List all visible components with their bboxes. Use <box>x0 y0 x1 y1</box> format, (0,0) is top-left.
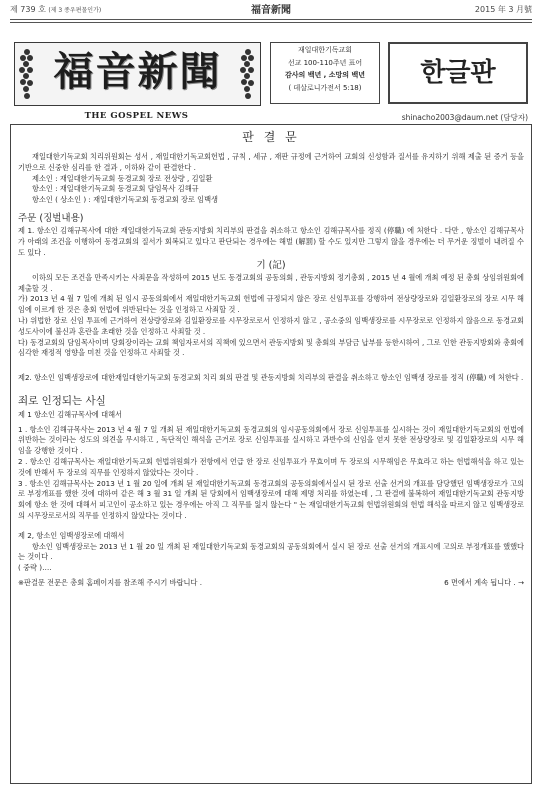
masthead-title: 福音新聞 <box>53 48 222 95</box>
issue-date: 2015 年 3 月號 <box>474 5 532 14</box>
contact-email: shinacho2003@daum.net (담당자) <box>401 113 528 122</box>
masthead-subtitle: THE GOSPEL NEWS <box>84 111 189 121</box>
masthead-logo <box>14 42 261 106</box>
top-rule <box>10 19 532 20</box>
party-line: 항소인 ( 상소인 ) : 재일대한기독교회 동경교회 장로 임백생 <box>32 195 219 205</box>
top-rule-double <box>10 22 532 23</box>
running-paper-name: 福音新聞 <box>251 5 291 16</box>
issue-number: 제 739 호 (제 3 종우편물인가) <box>10 5 102 14</box>
article-title: 판 결 문 <box>242 130 300 144</box>
anniversary-line: 선교 100-110주년 표어 <box>287 58 363 67</box>
grape-vine-icon <box>18 46 36 102</box>
fact1-item: 2 . 항소인 김해규목사는 재일대한기독교회 헌법위원회가 전항에서 언급 한 장로 신임투표가 무효이며 두 장로의 시무해임은 무효라고 하는 헌법해석을 하고 있는 것에 반해서 두 장로의 직무를 인정하지 않았다는 것이다 . <box>18 456 524 477</box>
article-body <box>18 128 524 590</box>
continued-link[interactable]: 6 면에서 계속 됩니다 . → <box>444 577 524 587</box>
footnote: ※판결문 전문은 총회 홈페이지를 참조해 주시기 바랍니다 . <box>18 577 202 587</box>
record-item: 가) 2013 년 4 월 7 일에 개최 된 임시 공동의회에서 재일대한기독교회 헌법에 규정되지 않은 장로 신임투표를 강행하여 전상량장로와 김일환장로의 장로 시무 해임에 이르게 한 것은 총회 헌법에 위반된다는 것을 인정하고 사죄할 것 . <box>18 294 524 315</box>
edition-label: 한글판 <box>388 42 528 104</box>
top-bar <box>10 4 532 18</box>
party-line: 항소인 : 재일대한기독교회 동경교회 담임목사 김해규 <box>32 184 199 194</box>
omitted-marker: ( 중략 )…. <box>18 563 52 573</box>
anniversary-box <box>270 42 380 104</box>
ruling-heading: 주문 (징벌내용) <box>18 212 84 224</box>
anniversary-line: ( 데살로니가전서 5:18) <box>288 83 362 92</box>
grape-vine-icon <box>239 46 257 102</box>
record-heading: 기 (記) <box>256 259 286 271</box>
article-footer <box>18 578 524 590</box>
ruling2-paragraph: 제2. 항소인 임백생장로에 대한재일대한기독교회 동경교회 치리 회의 판결 및 관동지방회 치리부의 판결을 취소하고 항소인 임백생 장로를 정직 (停職) 에 처한다 . <box>18 373 524 383</box>
intro-paragraph: 재일대한기독교회 치리위원회는 성서 , 재일대한기독교회헌법 , 규칙 , 세규 , 재판 규정에 근거하여 교회의 신성함과 질서를 유지하기 위해 제출 된 증거 등을 기반으로 신중한 심리를 한 결과 , 이하와 같이 판결한다 . <box>18 152 524 172</box>
record-item: 나) 위법한 장로 신임 투표에 근거하여 전상량장로와 김일환장로를 시무장로로서 인정하지 않고 , 공소중의 임백생장로를 시무장로로 인정하지 않음으로 동경교회 성도사이에 불신과 혼란을 초래한 것을 인정하고 사죄할 것 . <box>18 316 524 336</box>
fact1-item: 3 . 항소인 김해규목사는 2013 년 1 월 20 일에 개최 된 재일대한기독교회 동경교회의 공동의회에서실시 된 장로 선출 선거의 개표를 담당했던 임백생장로가 고의로 부정개표를 했한 것에 대하여 같은 해 3 월 31 일 개최 된 당회에서 임백생장로에 대해 제명 처리를 하였는데 , 그 판결에 불복하여 재일대한기독교회 관동지방회에 항소 한 것에 대해서 피고인이 공소하고 있는 경우에는 아직 그 직무를 잃지 않는다 " 는 재일대한기독교회 헌법위원회의 헌법 해석을 따르지 않고 임백생장로의 시무장로로서의 직무를 인정하지 않았다는 것이다 . <box>18 478 524 520</box>
issue-note: (제 3 종우편물인가) <box>48 7 102 14</box>
record-paragraph: 이하의 모든 조건을 만족시키는 사죄문을 작성하여 2015 년도 동경교회의 공동의회 , 관동지방회 정기총회 , 2015 년 4 월에 개최 예정 된 총회 상임위원회에 제출할 것 . <box>18 272 524 293</box>
record-item: 다) 동경교회의 담임목사이며 당회장이라는 교회 책임자로서의 직책에 있으면서 관동지방회 및 총회의 부담금 납부를 등한시하여 , 그로 인한 관동지방회와 총회에 심각한 재정적 영향을 미친 것을 인정하고 사죄할 것 . <box>18 337 524 358</box>
fact2-paragraph: 항소인 임백생장로는 2013 년 1 월 20 일 개최 된 재일대한기독교회 동경교회의 공동의회에서 실시 된 장로 선출 선거의 개표시에 고의로 부정개표를 했했다는 것이다 . <box>18 541 524 562</box>
anniversary-line: 재일대한기독교회 <box>297 46 353 54</box>
fact2-heading: 제 2, 항소인 임백생장로에 대해서 <box>18 530 125 540</box>
ruling-paragraph: 제 1. 항소인 김해규목사에 대한 재일대한기독교회 관동지방회 치리부의 판결을 취소하고 항소인 김해규목사를 정직 (停職) 에 처한다 . 다만 , 항소인 김해규목사가 아래의 조건을 이행하여 동경교회의 질서가 회복되고 있다고 판단되는 경우에는 해벌 (解罰) 할 수도 있지만 그렇지 않을 경우에는 더 무거운 징벌이 내려질 수도 있다 . <box>18 226 524 257</box>
fact1-heading: 제 1 항소인 김해규목사에 대해서 <box>18 409 122 419</box>
fact1-item: 1 . 항소인 김해규목사는 2013 년 4 월 7 일 개최 된 재일대한기독교회 동경교회의 임시공동의회에서 장로 신임투표를 실시하는 것이 재일대한기독교회의 헌법에 위반하는 것이라는 성도의 의견을 무시하고 , 독단적인 해석을 근거로 장로 신임투표를 실시하고 과반수의 신임을 얻지 못한 전상량장로 및 김일환장로의 시무 해임을 강행한 것이다 . <box>18 424 524 456</box>
anniversary-motto: 감사의 백년 , 소망의 백년 <box>284 71 366 79</box>
party-line: 제소인 : 재일대한기독교회 동경교회 장로 전상량 , 김일환 <box>32 173 213 183</box>
facts-heading: 죄로 인정되는 사실 <box>18 395 106 408</box>
